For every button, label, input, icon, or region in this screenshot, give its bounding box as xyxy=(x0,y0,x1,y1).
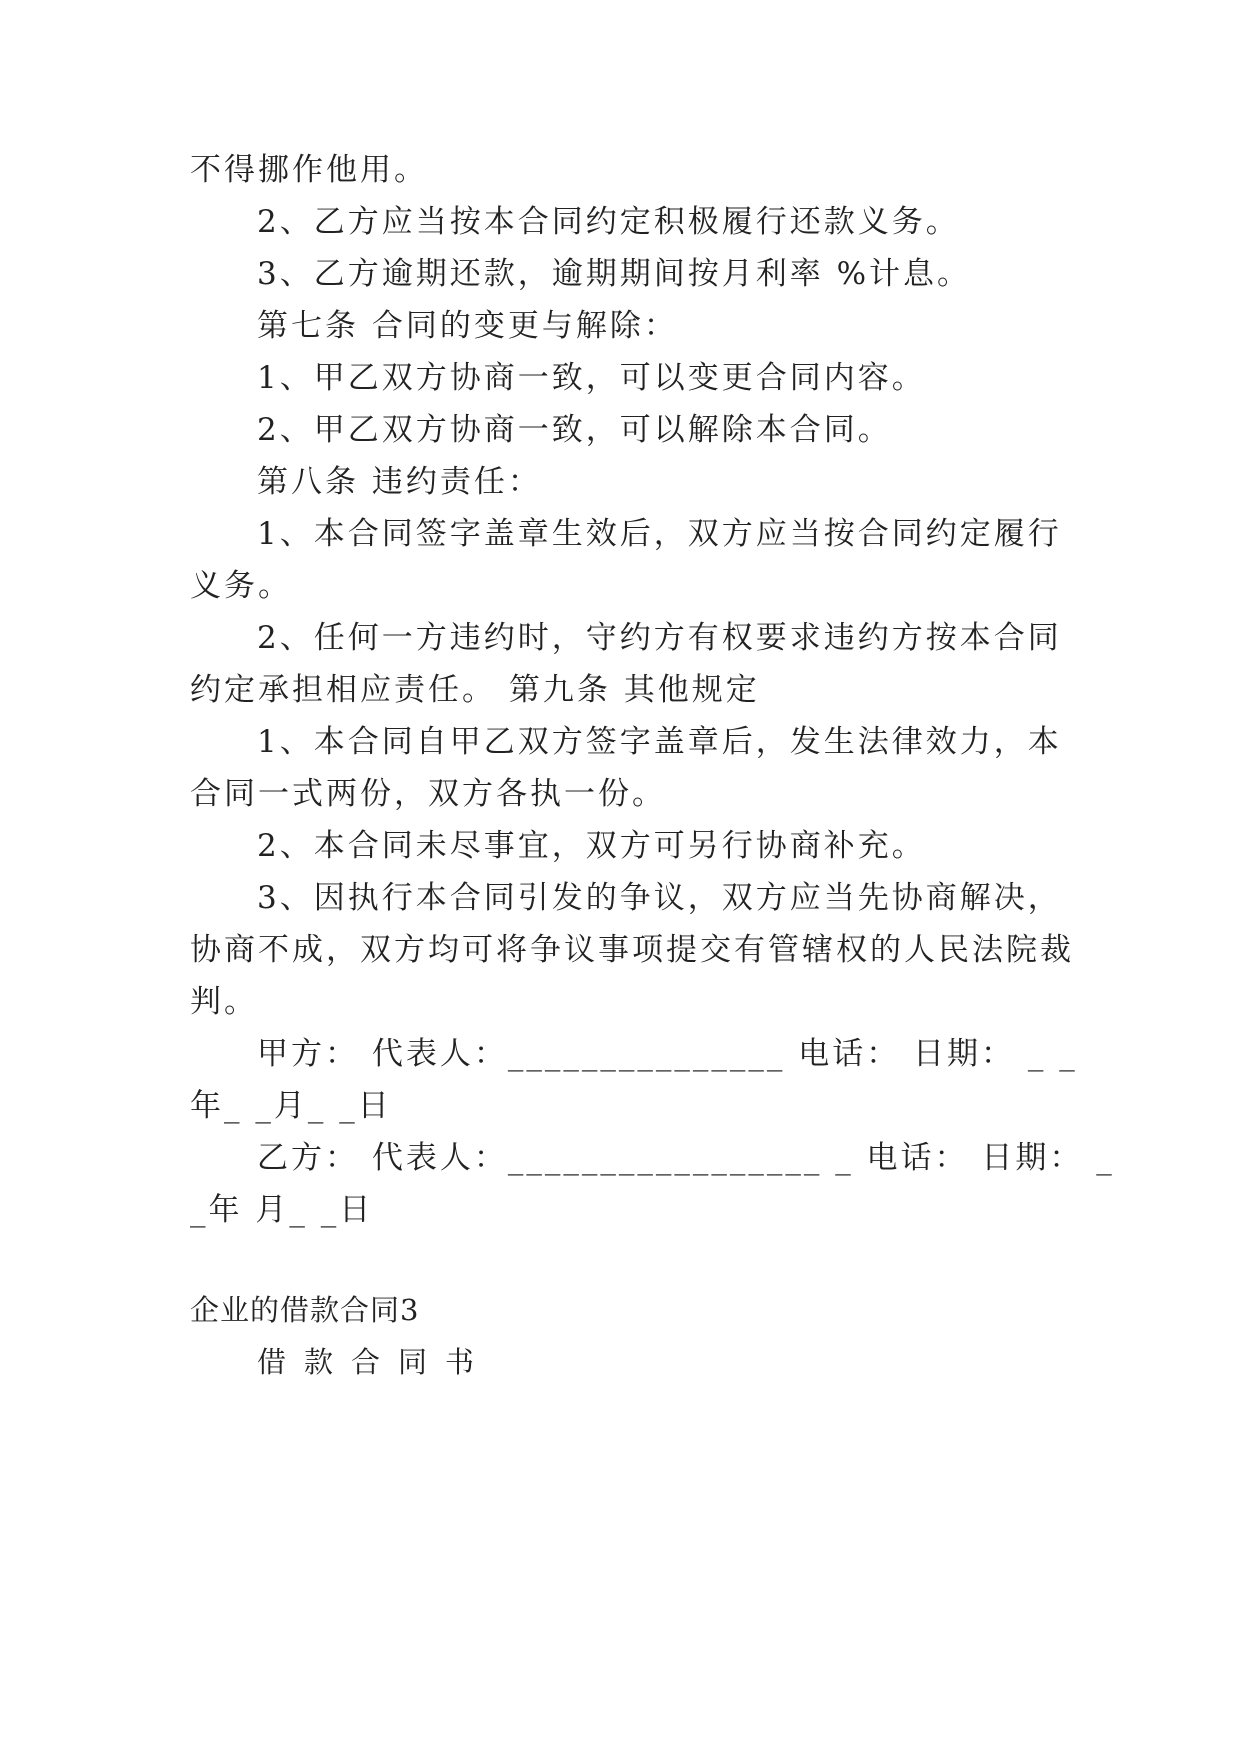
text-line: 2、乙方应当按本合同约定积极履行还款义务。 xyxy=(257,204,960,240)
text-line: 1、本合同签字盖章生效后，双方应当按合同约定履行 xyxy=(257,516,1062,552)
text-line: 1、本合同自甲乙双方签字盖章后，发生法律效力，本 xyxy=(257,724,1062,760)
date-line-party-b: _年 月_ _日 xyxy=(190,1192,374,1228)
text-line: 合同一式两份，双方各执一份。 xyxy=(190,776,666,812)
text-line: 2、甲乙双方协商一致，可以解除本合同。 xyxy=(257,412,892,448)
text-line: 1、甲乙双方协商一致，可以变更合同内容。 xyxy=(257,360,926,396)
text-line: 2、任何一方违约时，守约方有权要求违约方按本合同 xyxy=(257,620,1062,656)
text-line: 约定承担相应责任。 第九条 其他规定 xyxy=(190,672,760,708)
text-line: 判。 xyxy=(190,984,258,1020)
signature-line-party-a: 甲方： 代表人：_______________ 电话： 日期： _ _ xyxy=(257,1036,1078,1072)
clause-heading: 第八条 违约责任： xyxy=(257,464,542,500)
text-line: 协商不成，双方均可将争议事项提交有管辖权的人民法院裁 xyxy=(190,932,1074,968)
clause-heading: 第七条 合同的变更与解除： xyxy=(257,308,678,344)
text-line: 不得挪作他用。 xyxy=(190,152,428,188)
text-line: 义务。 xyxy=(190,568,292,604)
contract-heading: 借款合同书 xyxy=(257,1345,493,1379)
text-line: 3、乙方逾期还款，逾期期间按月利率 %计息。 xyxy=(257,256,972,292)
signature-line-party-b: 乙方： 代表人：_________________ _ 电话： 日期： _ xyxy=(257,1140,1115,1176)
date-line-party-a: 年_ _月_ _日 xyxy=(190,1088,392,1124)
section-title: 企业的借款合同3 xyxy=(190,1293,420,1327)
text-line: 3、因执行本合同引发的争议，双方应当先协商解决， xyxy=(257,880,1062,916)
text-line: 2、本合同未尽事宜，双方可另行协商补充。 xyxy=(257,828,926,864)
